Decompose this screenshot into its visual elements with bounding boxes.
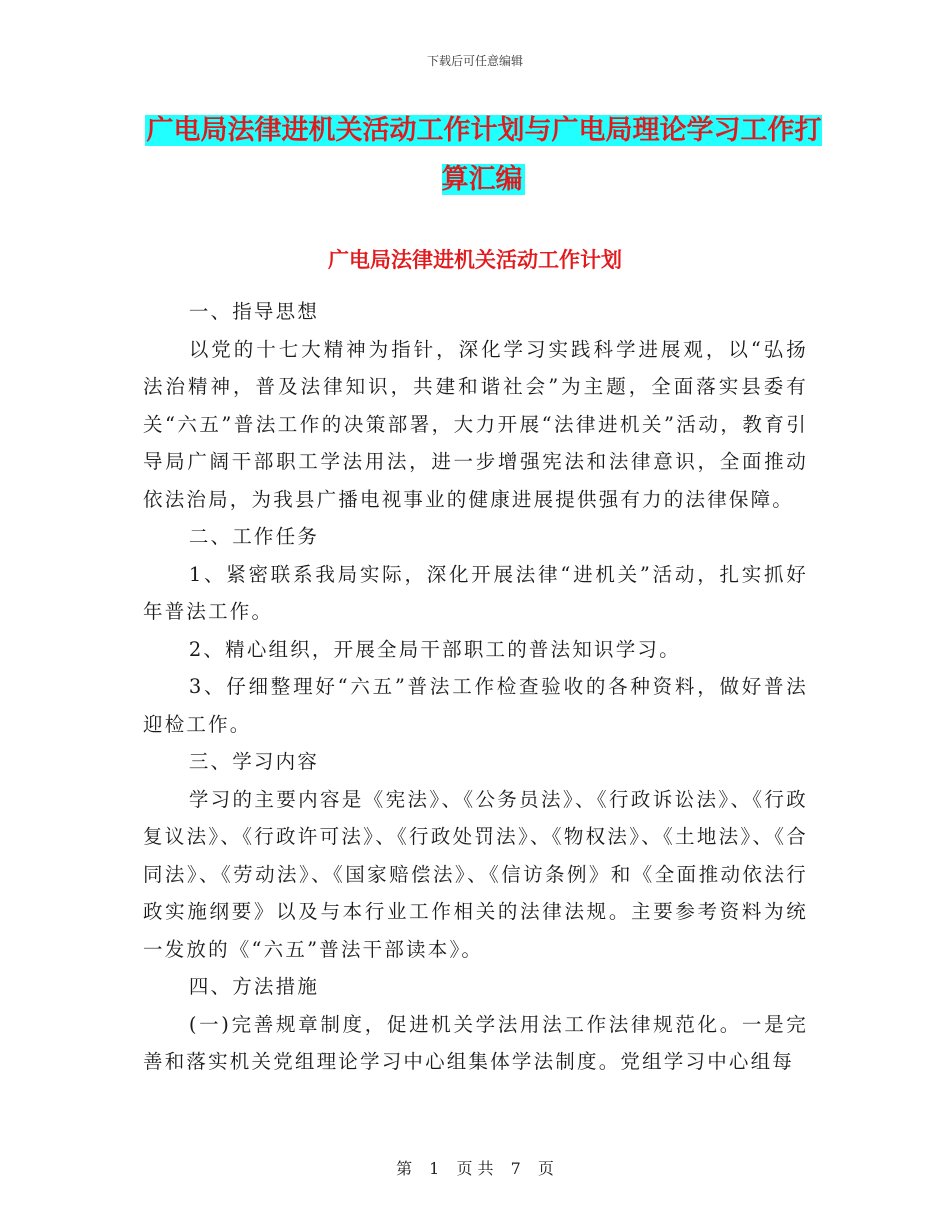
- paragraph-task-2: 2、精心组织，开展全局干部职工的普法知识学习。: [188, 637, 681, 661]
- paragraph-methods-1: (一)完善规章制度，促进机关学法用法工作法律规范化。一是完善和落实机关党组理论学习中心组集体学法制度。党组学习中心组每: [143, 1012, 808, 1073]
- heading-work-tasks: 二、工作任务: [188, 525, 320, 548]
- paragraph-study-content: 学习的主要内容是《宪法》、《公务员法》、《行政诉讼法》、《行政复议法》、《行政许可法》、《行政处罚法》、《物权法》、《土地法》、《合同法》、《劳动法》、《国家赔偿法》、《信访条例》和《全面推动依法行政实施纲要》以及与本行业工作相关的法律法规。主要参考资料为统一发放的《“六五”普法干部读本》。: [143, 787, 808, 961]
- heading-methods: 四、方法措施: [188, 975, 320, 998]
- heading-study-content: 三、学习内容: [188, 750, 320, 773]
- document-title-text: 广电局法律进机关活动工作计划与广电局理论学习工作打算汇编: [146, 115, 822, 195]
- document-title: [143, 106, 823, 204]
- header-note: 下载后可任意编辑: [426, 54, 523, 68]
- footer-middle: 页 共: [456, 1159, 494, 1178]
- section-title: 广电局法律进机关活动工作计划: [328, 248, 622, 272]
- footer-suffix: 页: [537, 1159, 554, 1178]
- paragraph-guiding-ideology: 以党的十七大精神为指针，深化学习实践科学进展观，以“弘扬法治精神，普及法律知识，共建和谐社会”为主题，全面落实县委有关“六五”普法工作的决策部署，大力开展“法律进机关”活动，教育引导局广阔干部职工学法用法，进一步增强宪法和法律意识，全面推动依法治局，为我县广播电视事业的健康进展提供强有力的法律保障。: [143, 337, 808, 511]
- heading-guiding-ideology: 一、指导思想: [188, 300, 320, 323]
- paragraph-task-1: 1、紧密联系我局实际，深化开展法律“进机关”活动，扎实抓好年普法工作。: [143, 562, 808, 623]
- paragraph-task-3: 3、仔细整理好“六五”普法工作检查验收的各种资料，做好普法迎检工作。: [143, 675, 808, 736]
- footer-total-pages: 7: [510, 1159, 521, 1178]
- footer-prefix: 第: [396, 1159, 413, 1178]
- footer-current-page: 1: [429, 1159, 440, 1178]
- document-body: [143, 293, 808, 1081]
- page-footer: [0, 1156, 950, 1179]
